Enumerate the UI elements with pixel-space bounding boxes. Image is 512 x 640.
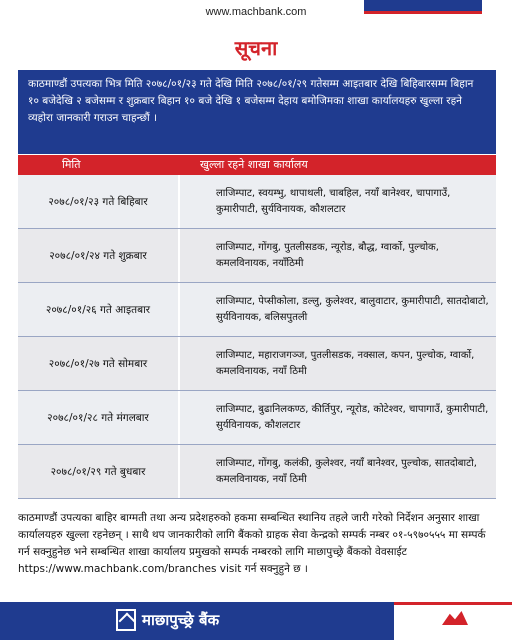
page-title: सूचना bbox=[234, 36, 278, 60]
mountain-logo-icon bbox=[116, 609, 136, 631]
row-date: २०७८/०१/२८ गते मंगलबार bbox=[18, 391, 180, 444]
brand-footer-bar bbox=[0, 602, 512, 640]
website-url: www.machbank.com bbox=[205, 6, 307, 18]
row-date: २०७८/०१/२३ गते बिहिबार bbox=[18, 175, 180, 228]
row-branches: लाजिम्पाट, पेप्सीकोला, डल्लु, कुलेश्वर, बालुवाटार, कुमारीपाटी, सातदोबाटो, सुर्यविनायक, बलिसपुतली bbox=[180, 283, 496, 336]
table-row bbox=[18, 229, 496, 283]
row-branches: लाजिम्पाट, स्वयम्भु, थापाथली, चाबहिल, नयाँ बानेश्वर, चापागाउँ, कुमारीपाटी, सुर्यविनायक, कौशलटार bbox=[180, 175, 496, 228]
table-row bbox=[18, 337, 496, 391]
branch-schedule-table bbox=[18, 155, 496, 499]
notice-paragraph: काठमाण्डौं उपत्यका भित्र मिति २०७८/०१/२३ गते देखि मिति २०७८/०१/२९ गतेसम्म आइतबार देखि बिहिबारसम्म बिहान १० बजेदेखि २ बजेसम्म र शुक्रबार बिहान १० बजे देखि १ बजेसम्म देहाय बमोजिमका शाखा कार्यालयहरु खुल्ला रहने व्यहोरा जानकारी गराउन चाहन्छौं । bbox=[18, 70, 496, 154]
bank-name: माछापुच्छ्रे बैंक bbox=[142, 611, 220, 629]
row-date: २०७८/०१/२७ गते सोमबार bbox=[18, 337, 180, 390]
row-branches: लाजिम्पाट, गोंगबु, पुतलीसडक, न्यूरोड, बौद्ध, ग्वार्को, पुल्चोक, कमलविनायक, नयाँठिमी bbox=[180, 229, 496, 282]
table-header bbox=[18, 155, 496, 175]
footer-notice: काठमाण्डौं उपत्यका बाहिर बाग्मती तथा अन्य प्रदेशहरुको हकमा सम्बन्धित स्थानिय तहले जारी गरेको निर्देशन अनुसार शाखा कार्यालयहरु खुल्ला रहनेछन् । साथै थप जानकारीको लागि बैंकको ग्राहक सेवा केन्द्रको सम्पर्क नम्बर ०१-५९७०५५५ मा सम्पर्क गर्न सक्नुहुनेछ भने सम्बन्धित शाखा कार्यालय प्रमुखको सम्पर्क नम्बरको लागि माछापुच्छ्रे बैंकको वेवसाईट https://www.machbank.com/branches visit गर्न सक्नुहुने छ । bbox=[18, 512, 486, 575]
header-date: मिति bbox=[62, 158, 81, 171]
mountain-peak-icon bbox=[442, 611, 468, 625]
table-row bbox=[18, 175, 496, 229]
table-row bbox=[18, 283, 496, 337]
table-body bbox=[18, 175, 496, 499]
header-branches: खुल्ला रहने शाखा कार्यालय bbox=[200, 158, 308, 171]
row-date: २०७८/०१/२६ गते आइतबार bbox=[18, 283, 180, 336]
top-corner-decoration bbox=[364, 0, 482, 14]
row-branches: लाजिम्पाट, गोंगबु, कलंकी, कुलेश्वर, नयाँ बानेश्वर, पुल्चोक, सातदोबाटो, कमलविनायक, नयाँ ठिमी bbox=[180, 445, 496, 498]
row-branches: लाजिम्पाट, बुढानिलकण्ठ, कीर्तिपुर, न्यूरोड, कोटेश्वर, चापागाउँ, कुमारीपाटी, सुर्यविनायक, कौशलटार bbox=[180, 391, 496, 444]
table-row bbox=[18, 391, 496, 445]
brand-badge bbox=[394, 602, 512, 640]
bank-logo bbox=[116, 609, 219, 631]
row-date: २०७८/०१/२४ गते शुक्रबार bbox=[18, 229, 180, 282]
row-branches: लाजिम्पाट, महाराजगञ्ज, पुतलीसडक, नक्साल, कपन, पुल्चोक, ग्वार्को, कमलविनायक, नयाँ ठिमी bbox=[180, 337, 496, 390]
table-row bbox=[18, 445, 496, 499]
row-date: २०७८/०१/२९ गते बुधबार bbox=[18, 445, 180, 498]
